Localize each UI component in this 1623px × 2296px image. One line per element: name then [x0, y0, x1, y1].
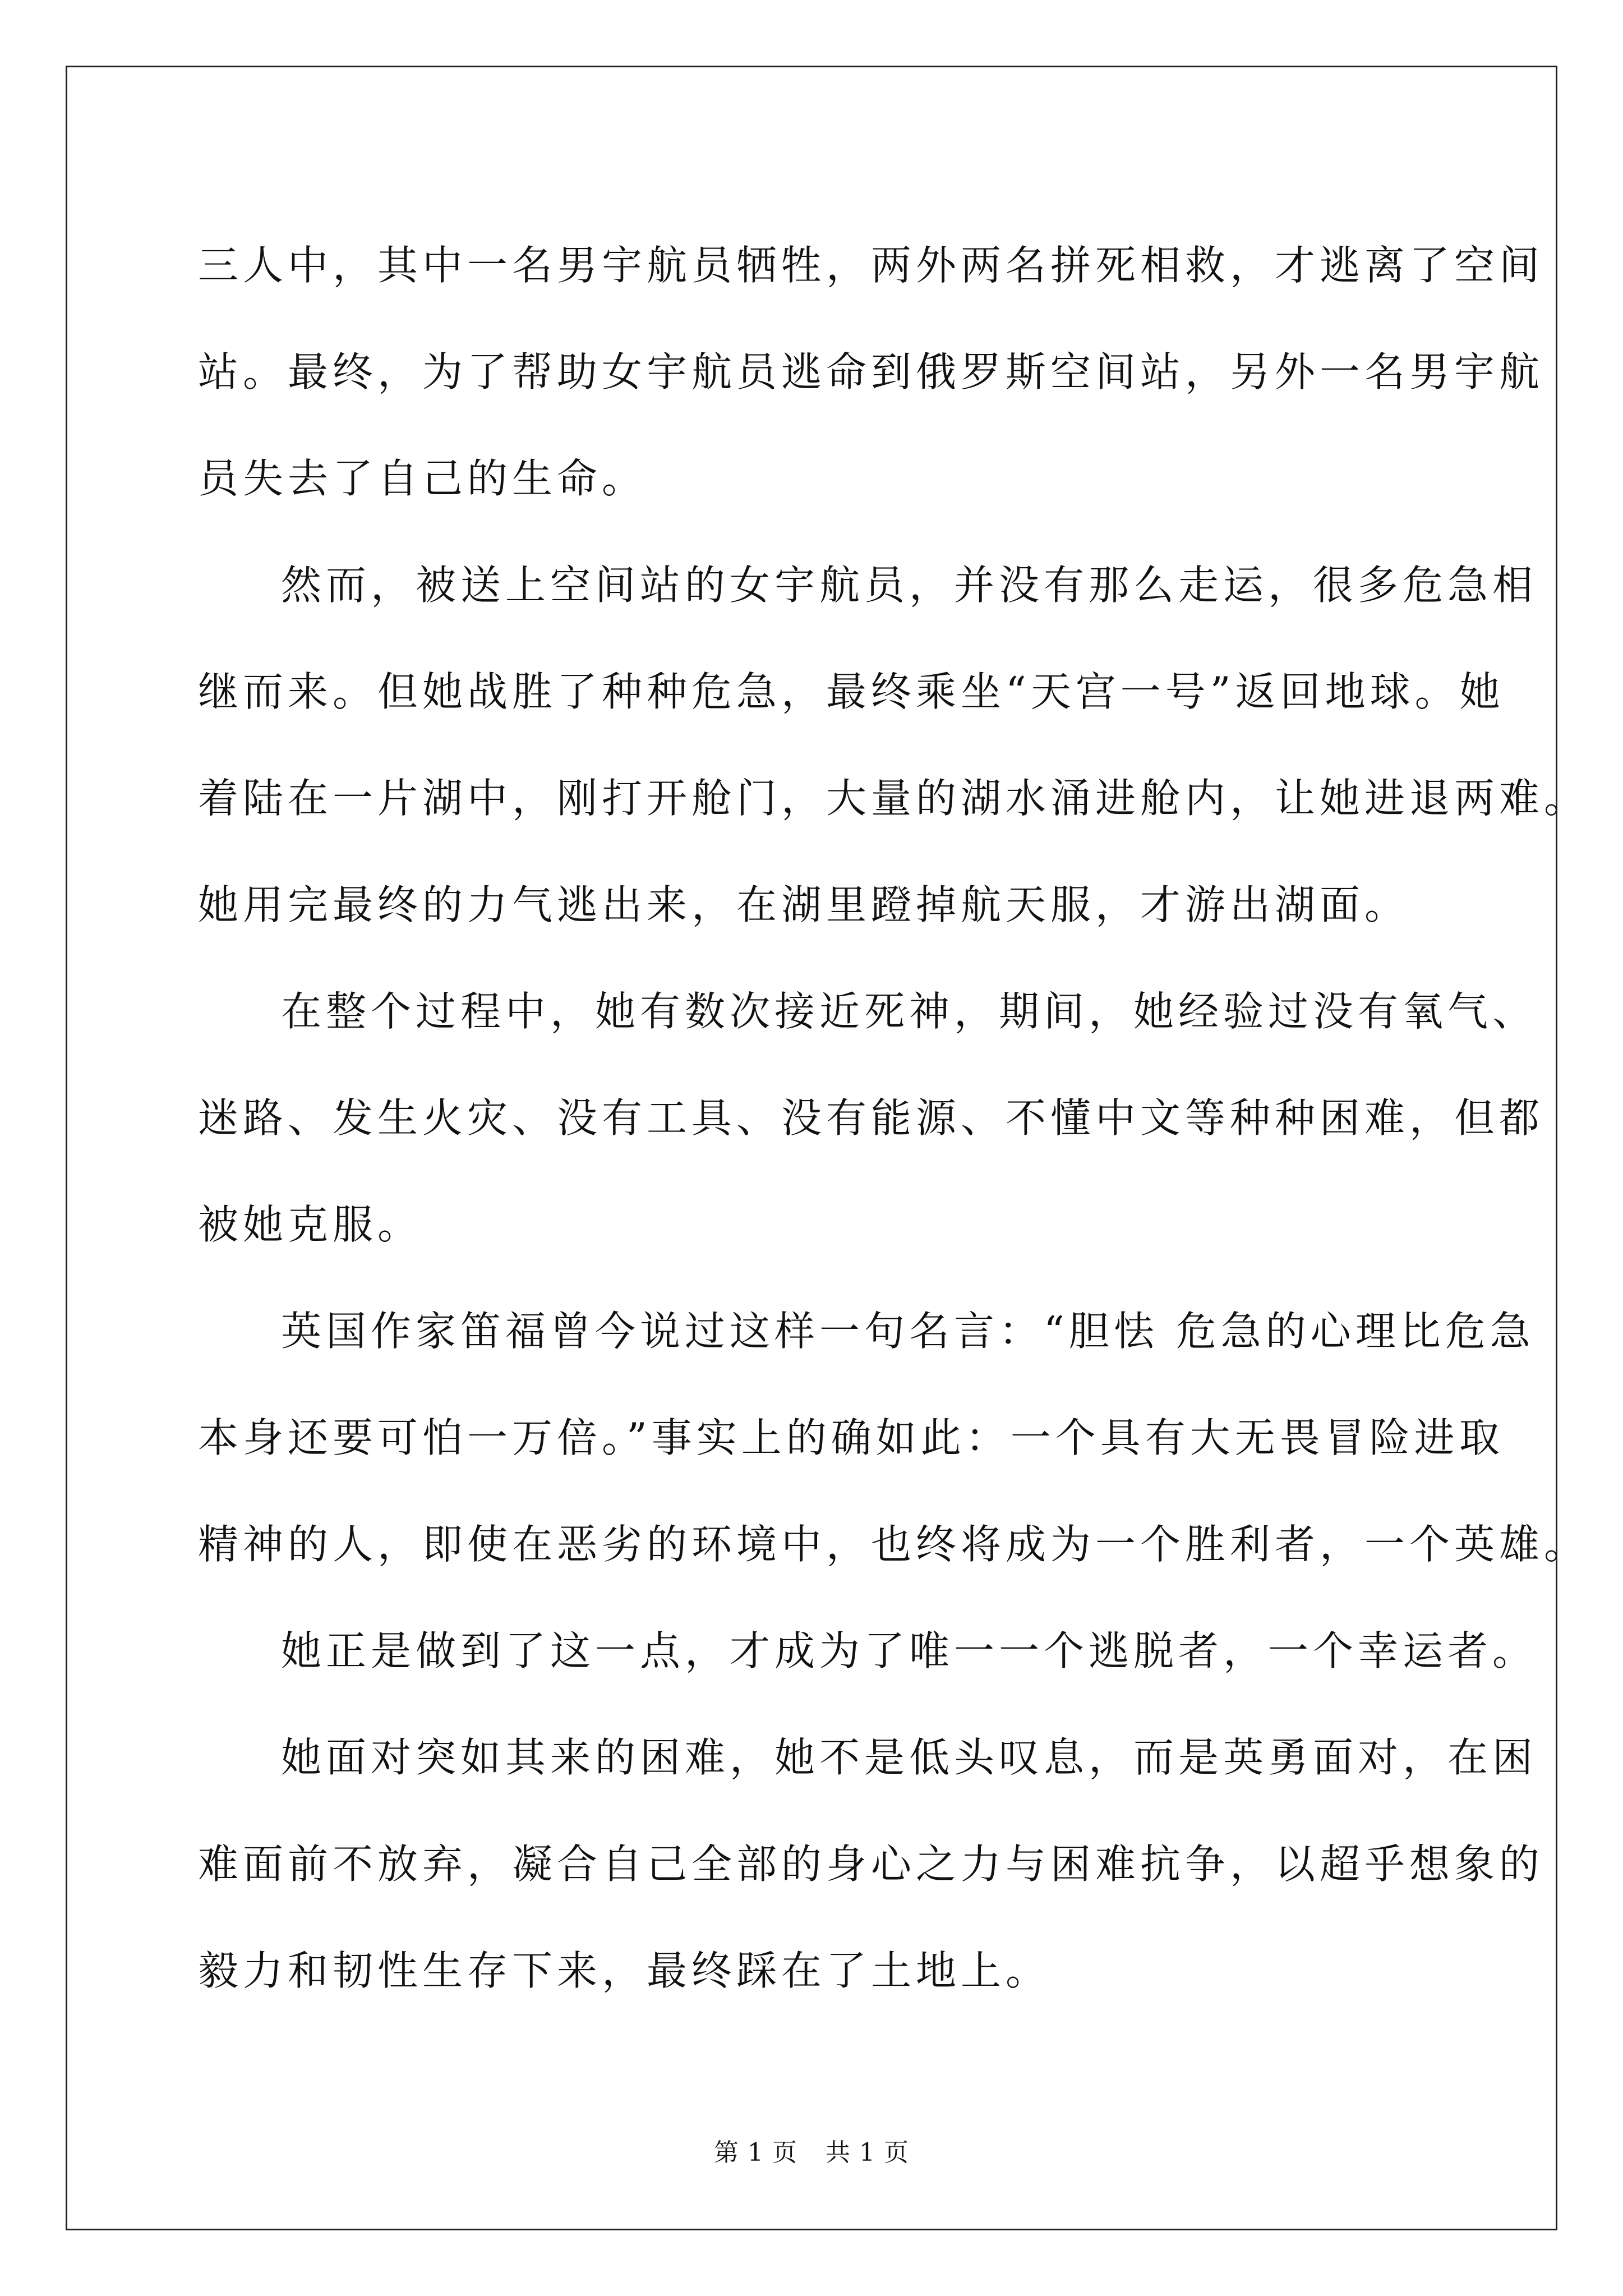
text-line: 精神的人，即使在恶劣的环境中，也终将成为一个胜利者，一个英雄。 [198, 1521, 1589, 1568]
paragraph [198, 958, 1544, 1278]
document-body [198, 212, 1589, 2024]
page-number: 第 1 页 [714, 2138, 797, 2167]
text-line: 继而来。但她战胜了种种危急，最终乘坐“天宫一号”返回地球。她 [198, 668, 1505, 715]
text-line: 她面对突如其来的困难，她不是低头叹息，而是英勇面对，在困 [281, 1734, 1538, 1781]
text-line: 毅力和韧性生存下来，最终踩在了土地上。 [198, 1947, 1051, 1994]
paragraph [198, 1278, 1589, 1598]
paragraph [198, 532, 1589, 958]
text-line: 站。最终，为了帮助女宇航员逃命到俄罗斯空间站，另外一名男宇航 [198, 348, 1544, 395]
text-line: 难面前不放弃，凝合自己全部的身心之力与困难抗争，以超乎想象的 [198, 1841, 1544, 1888]
text-line: 英国作家笛福曾今说过这样一句名言：“胆怯 危急的心理比危急 [281, 1308, 1535, 1355]
text-line: 着陆在一片湖中，刚打开舱门，大量的湖水涌进舱内，让她进退两难。 [198, 775, 1589, 822]
text-line: 她用完最终的力气逃出来，在湖里蹬掉航天服，才游出湖面。 [198, 881, 1410, 928]
page-total: 共 1 页 [826, 2138, 909, 2167]
paragraph [198, 212, 1544, 532]
paragraph [198, 1598, 1538, 1704]
text-line: 在整个过程中，她有数次接近死神，期间，她经验过没有氧气、 [281, 988, 1538, 1035]
text-line: 员失去了自己的生命。 [198, 455, 647, 502]
text-line: 三人中，其中一名男宇航员牺牲，两外两名拼死相救，才逃离了空间 [198, 242, 1544, 289]
text-line: 然而，被送上空间站的女宇航员，并没有那么走运，很多危急相 [281, 562, 1538, 609]
paragraph [198, 1704, 1544, 2024]
text-line: 本身还要可怕一万倍。”事实上的确如此：一个具有大无畏冒险进取 [198, 1414, 1504, 1461]
text-line: 迷路、发生火灾、没有工具、没有能源、不懂中文等种种困难，但都 [198, 1094, 1544, 1142]
text-line: 她正是做到了这一点，才成为了唯一一个逃脱者，一个幸运者。 [281, 1627, 1538, 1674]
text-line: 被她克服。 [198, 1201, 423, 1248]
page-footer [0, 2137, 1623, 2169]
